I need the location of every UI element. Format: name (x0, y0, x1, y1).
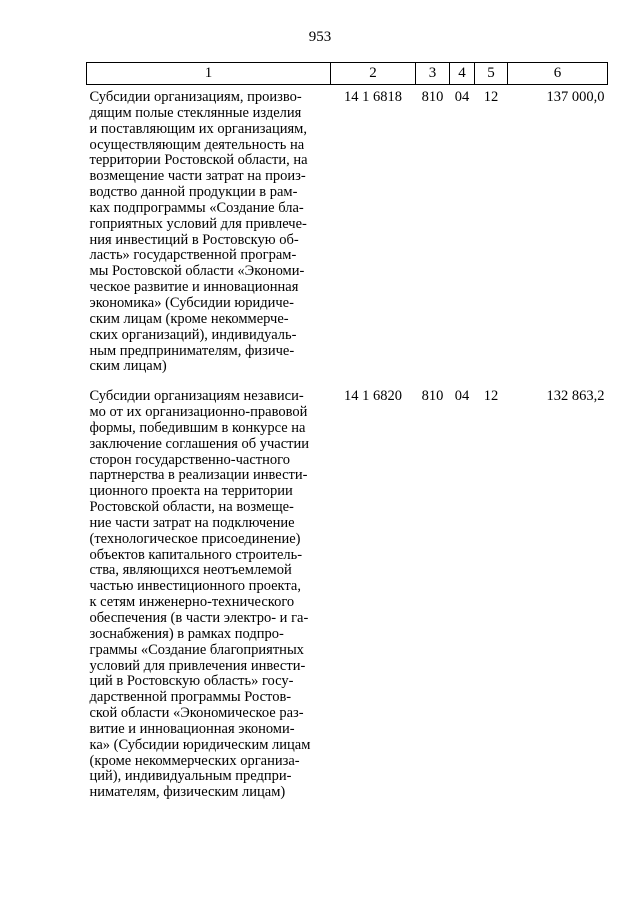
description-line: ций), индивидуальным предпри- (89, 768, 292, 785)
row-col3: 810 (421, 388, 444, 405)
column-header-3: 3 (416, 63, 450, 85)
description-line: ках подпрограммы «Создание бла- (89, 199, 304, 216)
description-line: ческое развитие и инновационная (89, 279, 299, 296)
description-line: нимателям, физическим лицам) (89, 784, 286, 801)
description-line: мы Ростовской области «Экономи- (89, 263, 305, 280)
column-header-1: 1 (87, 63, 331, 85)
description-line: партнерства в реализации инвести- (89, 467, 308, 484)
description-line: заключение соглашения об участии (89, 435, 310, 452)
description-line: ской области «Экономическое раз- (89, 705, 304, 722)
row-amount: 137 000,0 (546, 89, 605, 105)
column-header-5: 5 (475, 63, 508, 85)
description-line: ционного проекта на территории (89, 483, 293, 500)
description-line: витие и инновационная экономи- (89, 720, 295, 737)
description-line: объектов капитального строитель- (89, 546, 303, 563)
description-line: ских организаций), индивидуаль- (89, 326, 297, 343)
description-line: Субсидии организациям, произво- (89, 89, 302, 105)
description-line: ским лицам (кроме некоммерче- (89, 310, 289, 327)
description-line: водство данной продукции в рам- (89, 184, 298, 201)
description-line: возмещение части затрат на произ- (89, 168, 306, 185)
description-line: Ростовской области, на возмеще- (89, 499, 294, 516)
description-line: граммы «Создание благоприятных (89, 641, 304, 658)
table-header-row (87, 63, 608, 85)
row-col4: 04 (454, 89, 470, 105)
row-col3: 810 (421, 89, 444, 105)
table-row (87, 85, 608, 376)
row-col4: 04 (454, 388, 470, 405)
description-line: ка» (Субсидии юридическим лицам (89, 736, 311, 753)
column-header-4: 4 (450, 63, 475, 85)
description-line: (технологическое присоединение) (89, 530, 301, 547)
description-line: зоснабжения) в рамках подпро- (89, 625, 284, 642)
row-col5: 12 (483, 388, 499, 405)
row-code: 14 1 6820 (344, 388, 402, 405)
row-amount: 132 863,2 (546, 388, 605, 405)
description-line: частью инвестиционного проекта, (89, 578, 301, 595)
description-line: экономика» (Субсидии юридиче- (89, 294, 294, 311)
description-line: осуществляющим деятельность на (89, 136, 305, 153)
description-line: дарственной программы Ростов- (89, 689, 292, 706)
description-line: обеспечения (в части электро- и га- (89, 610, 309, 626)
description-line: ласть» государственной програм- (89, 247, 297, 264)
description-line: дящим полые стеклянные изделия (89, 104, 302, 121)
description-line: формы, победившим в конкурсе на (89, 419, 306, 436)
description-line: территории Ростовской области, на (89, 152, 308, 169)
row-description (87, 85, 331, 376)
description-line: условий для привлечения инвести- (89, 657, 306, 674)
description-line: Субсидии организациям независи- (89, 388, 304, 405)
description-line: мо от их организационно-правовой (89, 404, 308, 421)
description-line: ским лицам) (89, 358, 167, 375)
column-header-2: 2 (331, 63, 416, 85)
description-line: ства, являющихся неотъемлемой (89, 562, 292, 579)
description-line: к сетям инженерно-технического (89, 594, 295, 611)
description-line: сторон государственно-частного (89, 451, 290, 468)
description-line: и поставляющим их организациям, (89, 120, 307, 137)
table-row (87, 375, 608, 801)
budget-table (86, 62, 608, 801)
row-description (87, 375, 331, 801)
description-line: ным предпринимателям, физиче- (89, 342, 295, 359)
row-col5: 12 (483, 89, 499, 105)
description-line: гоприятных условий для привлече- (89, 215, 307, 232)
column-header-6: 6 (508, 63, 608, 85)
description-line: ние части затрат на подключение (89, 514, 295, 531)
page-number: 953 (308, 29, 332, 45)
description-line: (кроме некоммерческих организа- (89, 752, 300, 769)
description-line: ций в Ростовскую область» госу- (89, 673, 294, 690)
description-line: ния инвестиций в Ростовскую об- (89, 231, 299, 248)
row-code: 14 1 6818 (344, 89, 402, 105)
